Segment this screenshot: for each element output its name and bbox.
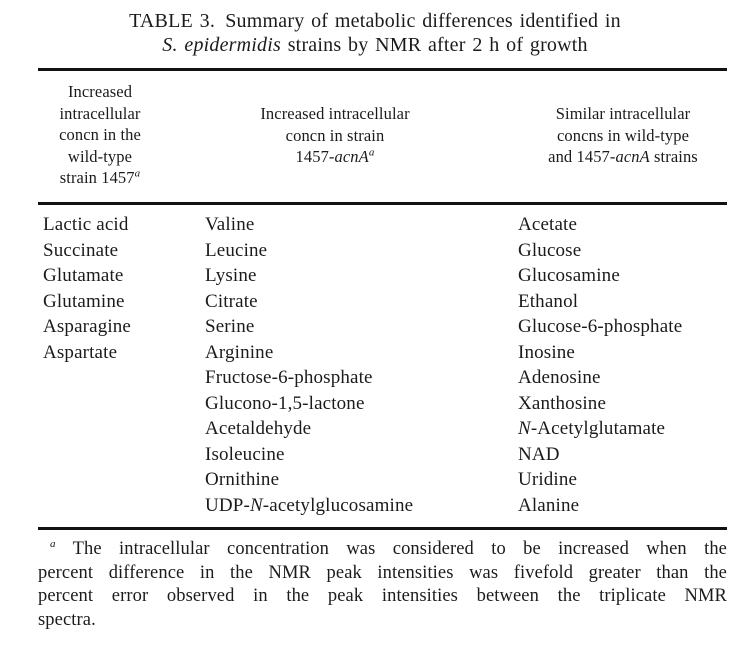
table-cell: Glucose [518, 239, 582, 261]
table-cell: Glucono-1,5-lactone [205, 392, 365, 414]
footnote-marker: a [134, 167, 141, 180]
table-cell: Glucosamine [518, 265, 620, 286]
table-cell: Acetate [518, 214, 578, 235]
table-cell: Fructose-6-phosphate [205, 367, 373, 388]
table-cell: Acetaldehyde [205, 418, 312, 439]
table-rule-mid [38, 202, 727, 205]
footnote-line: percent error observed in the peak intensities between the triplicate NMR [38, 586, 727, 606]
table-cell: Adenosine [518, 367, 601, 388]
footnote-line: $^a$ The intracellular concentration was considered to be increased when the [50, 537, 727, 559]
header-line: Increased [67, 82, 133, 101]
table-cell: Serine [205, 316, 255, 337]
table-cell: Ornithine [205, 469, 280, 490]
table-cell: Uridine [518, 469, 578, 490]
table-cell: Glucose-6-phosphate [518, 316, 683, 337]
species-name-italic: S. epidermidis [162, 34, 281, 56]
table-title [0, 9, 750, 57]
column-header-wildtype [38, 81, 162, 189]
table-cell: Leucine [205, 239, 268, 261]
table-cell: Arginine [205, 341, 274, 363]
table-title-line2-rest: strains by NMR after 2 h of growth [281, 34, 588, 56]
table-cell: Lysine [205, 265, 257, 286]
table-cell: Valine [205, 214, 255, 235]
table-cell: Xanthosine [518, 392, 607, 414]
table-cell: Isoleucine [205, 443, 285, 465]
table-column-acna-increased [205, 212, 413, 518]
table-cell: Aspartate [43, 341, 118, 363]
table-column-similar-concns [518, 212, 682, 518]
table-cell: Inosine [518, 341, 575, 363]
header-line: concn in the [59, 125, 141, 144]
table-cell: Asparagine [43, 316, 132, 337]
header-line: Increased intracellular [260, 104, 410, 123]
table-column-wildtype-increased [43, 212, 131, 365]
table-rule-top [38, 68, 727, 71]
table-rule-bottom [38, 527, 727, 530]
header-line: concn in strain [285, 125, 385, 145]
table-title-line1: TABLE 3. Summary of metabolic differences identified in [129, 10, 621, 32]
table-footnote [38, 538, 727, 632]
table-cell: N-Acetylglutamate [518, 418, 666, 439]
header-line: wild-type [67, 146, 133, 166]
table-cell: UDP-N-acetylglucosamine [205, 494, 414, 516]
table-cell: Succinate [43, 239, 119, 261]
gene-name-italic: acnA [334, 147, 369, 166]
footnote-marker: a [50, 537, 56, 550]
table-title-line2 [0, 33, 750, 57]
table-cell: Alanine [518, 494, 580, 516]
header-line: intracellular [59, 103, 141, 123]
table-cell: NAD [518, 443, 560, 465]
table-cell: Glutamate [43, 265, 124, 286]
footnote-line: spectra. [38, 609, 96, 630]
header-line: Similar intracellular [555, 104, 691, 123]
header-line: strain 1457$^a$ [59, 167, 141, 187]
column-header-acna-increased [190, 103, 480, 168]
table-cell: Glutamine [43, 290, 125, 312]
header-line: concns in wild-type [556, 125, 690, 145]
footnote-marker: a [368, 146, 375, 159]
table-cell: Ethanol [518, 290, 579, 312]
gene-name-italic: acnA [615, 147, 650, 166]
table-cell: Citrate [205, 290, 258, 312]
column-header-similar [508, 103, 738, 168]
footnote-line: percent difference in the NMR peak intensities was fivefold greater than the [38, 562, 727, 583]
header-line: and 1457-acnA strains [548, 147, 698, 166]
table-cell: Lactic acid [43, 214, 129, 235]
header-line: 1457-acnA$^a$ [295, 146, 375, 166]
